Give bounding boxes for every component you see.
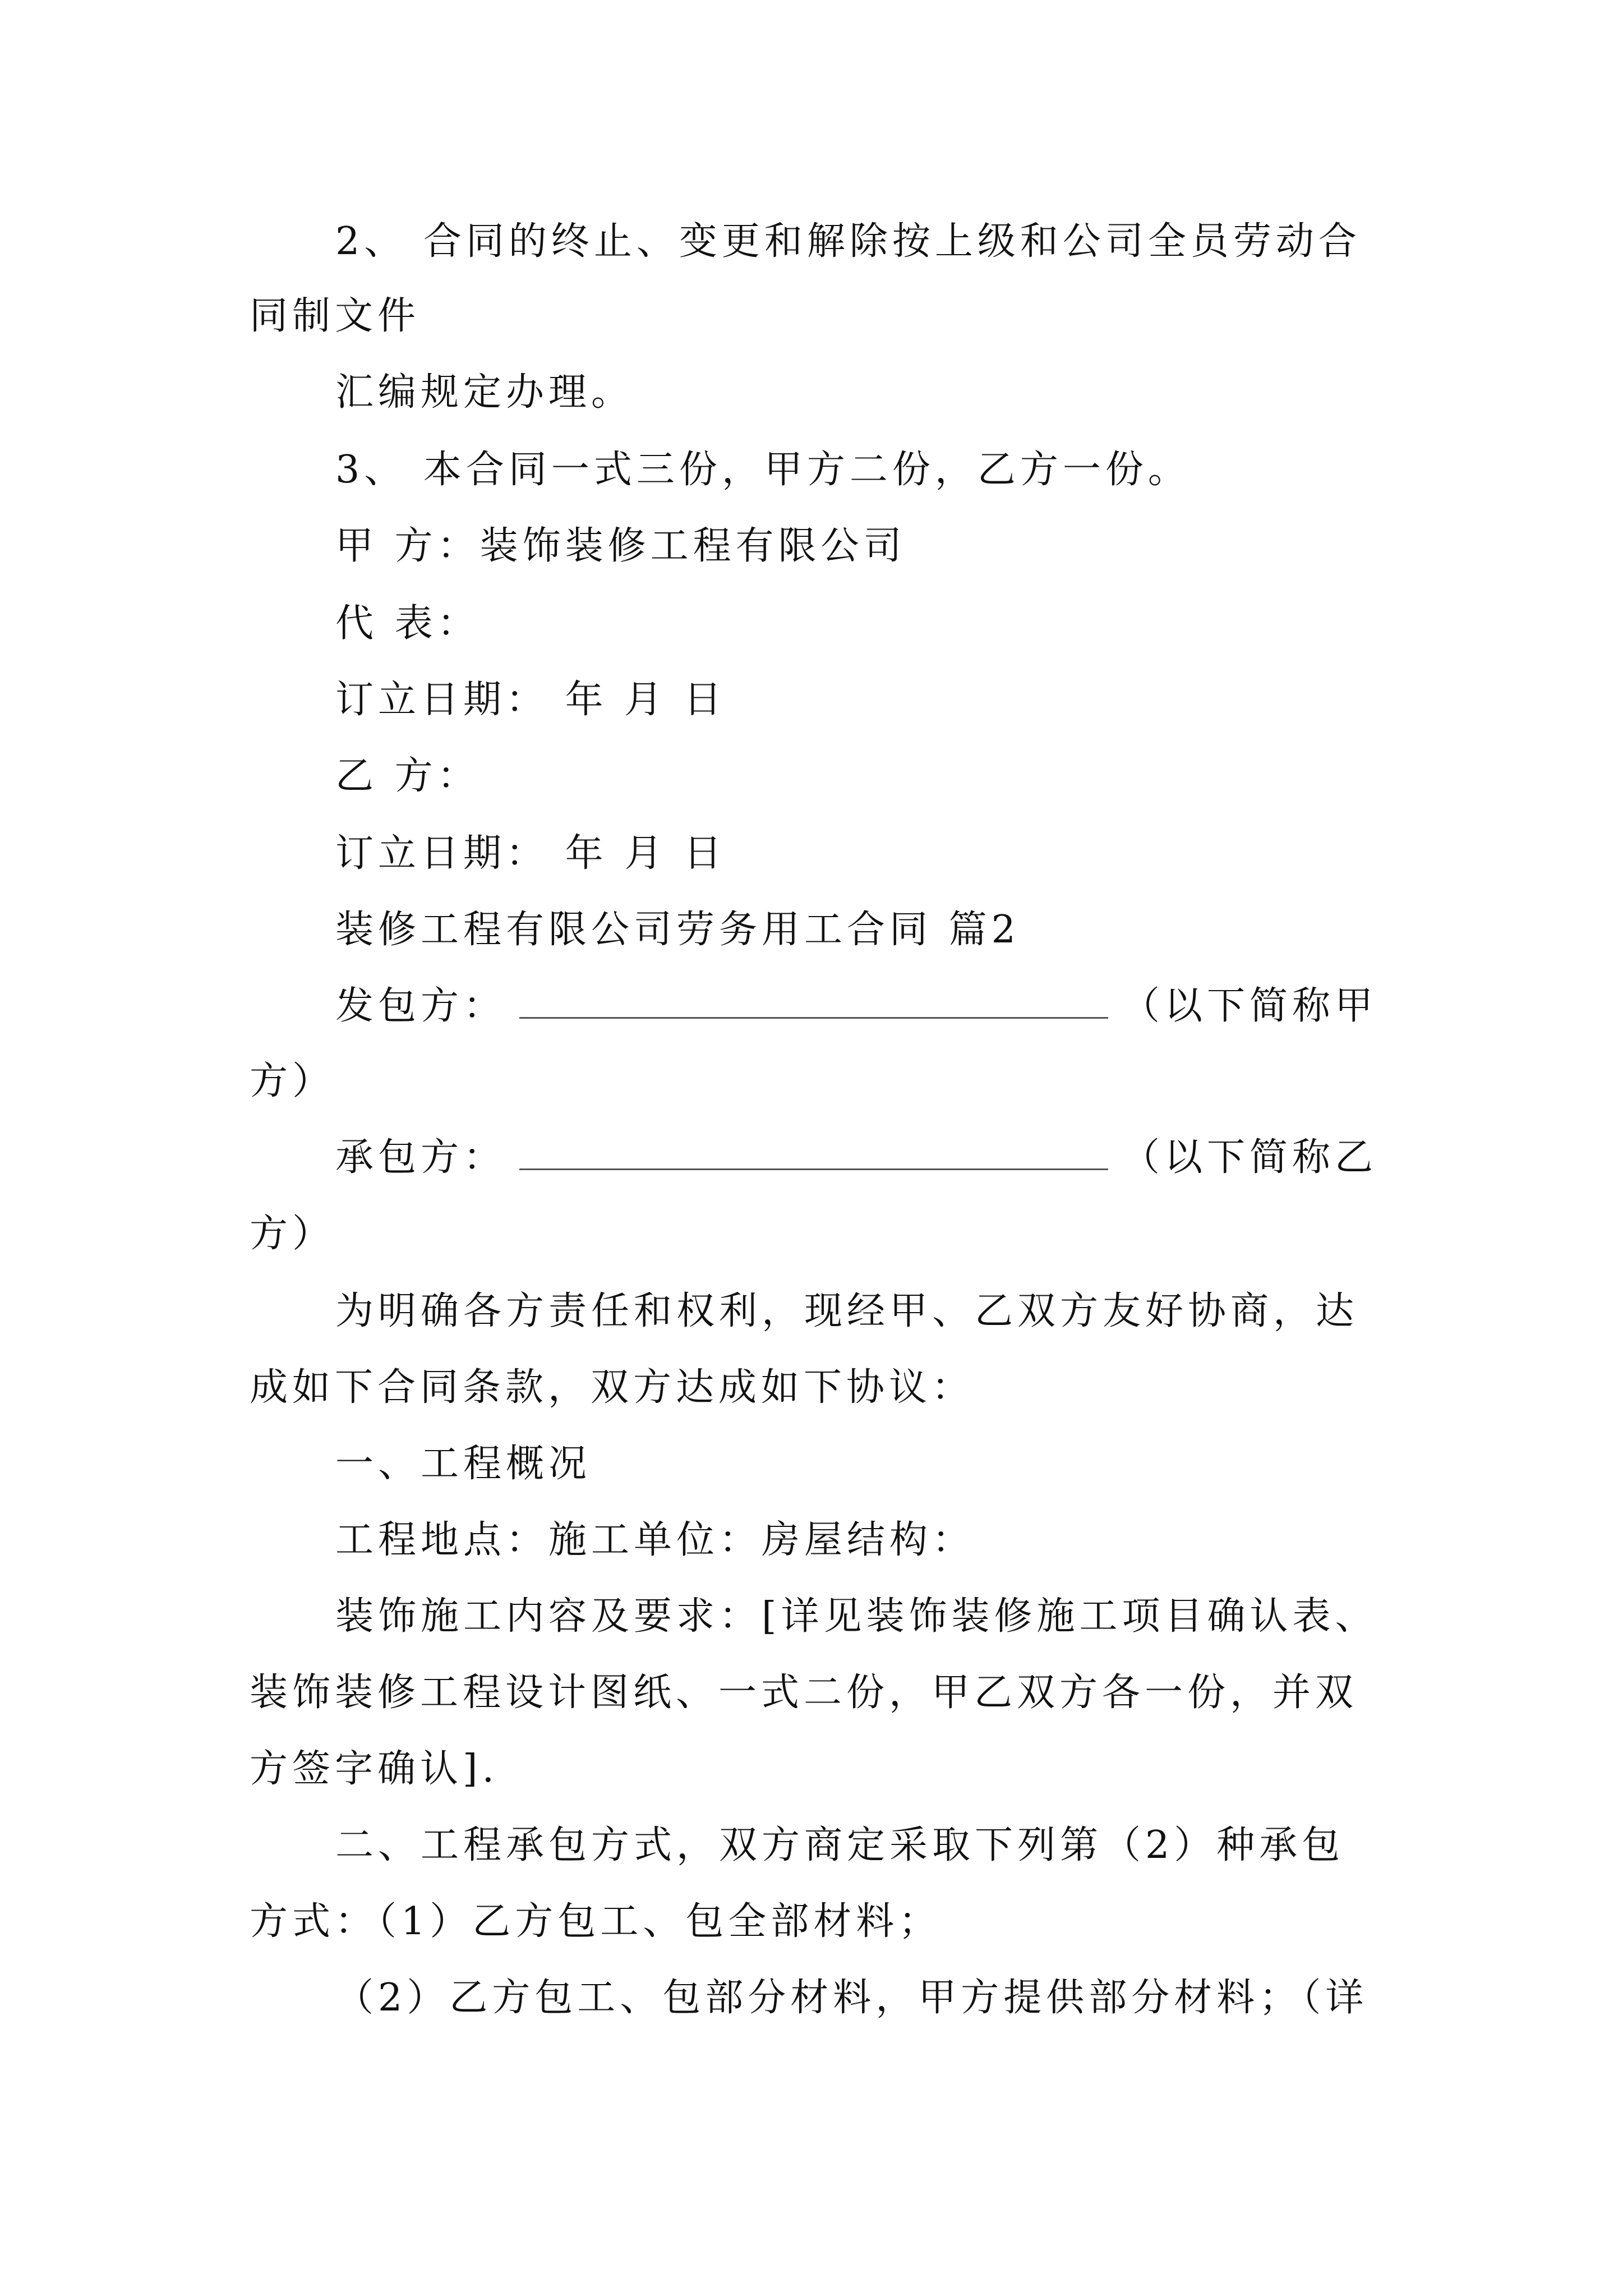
- issuer-label: 发包方：: [335, 984, 506, 1028]
- paragraph-line: 工程地点：施工单位：房屋结构：: [335, 1518, 975, 1562]
- paragraph-line: 方）: [250, 1059, 335, 1103]
- fill-in-blank: [519, 1015, 1108, 1019]
- issuer-abbrev: （以下简称甲: [1122, 984, 1378, 1028]
- paragraph-line: 3、 本合同一式三份，甲方二份，乙方一份。: [335, 448, 1191, 492]
- paragraph-line: 成如下合同条款，双方达成如下协议：: [250, 1365, 975, 1410]
- fill-in-blank: [519, 1166, 1108, 1170]
- section-title: 装修工程有限公司劳务用工合同 篇2: [335, 908, 1020, 952]
- representative-line: 代 表：: [335, 601, 480, 646]
- sign-date-line: 订立日期： 年 月 日: [335, 831, 726, 876]
- paragraph-line: 同制文件: [250, 294, 421, 338]
- contractor-abbrev: （以下简称乙: [1122, 1135, 1378, 1180]
- issuer-line: [335, 984, 1378, 1028]
- paragraph-line: 方）: [250, 1212, 335, 1256]
- paragraph-line: 汇编规定办理。: [335, 370, 634, 415]
- party-b-line: 乙 方：: [335, 754, 480, 798]
- paragraph-line: 方式：（1）乙方包工、包全部材料；: [250, 1899, 942, 1944]
- paragraph-line: （2）乙方包工、包部分材料，甲方提供部分材料；（详: [335, 1976, 1368, 2020]
- paragraph-line: 装饰装修工程设计图纸、一式二份，甲乙双方各一份，并双: [250, 1671, 1358, 1715]
- paragraph-line: 方签字确认].: [250, 1747, 499, 1791]
- paragraph-line: 2、 合同的终止、变更和解除按上级和公司全员劳动合: [335, 219, 1361, 264]
- paragraph-line: 二、工程承包方式，双方商定采取下列第（2）种承包: [335, 1823, 1345, 1867]
- contractor-line: [335, 1135, 1378, 1180]
- sign-date-line: 订立日期： 年 月 日: [335, 678, 726, 722]
- contractor-label: 承包方：: [335, 1135, 506, 1180]
- paragraph-line: 装饰施工内容及要求：[详见装饰装修施工项目确认表、: [335, 1594, 1378, 1639]
- paragraph-line: 为明确各方责任和权利，现经甲、乙双方友好协商，达: [335, 1289, 1359, 1333]
- section-heading: 一、工程概况: [335, 1442, 592, 1486]
- party-a-line: 甲 方：装饰装修工程有限公司: [335, 524, 906, 568]
